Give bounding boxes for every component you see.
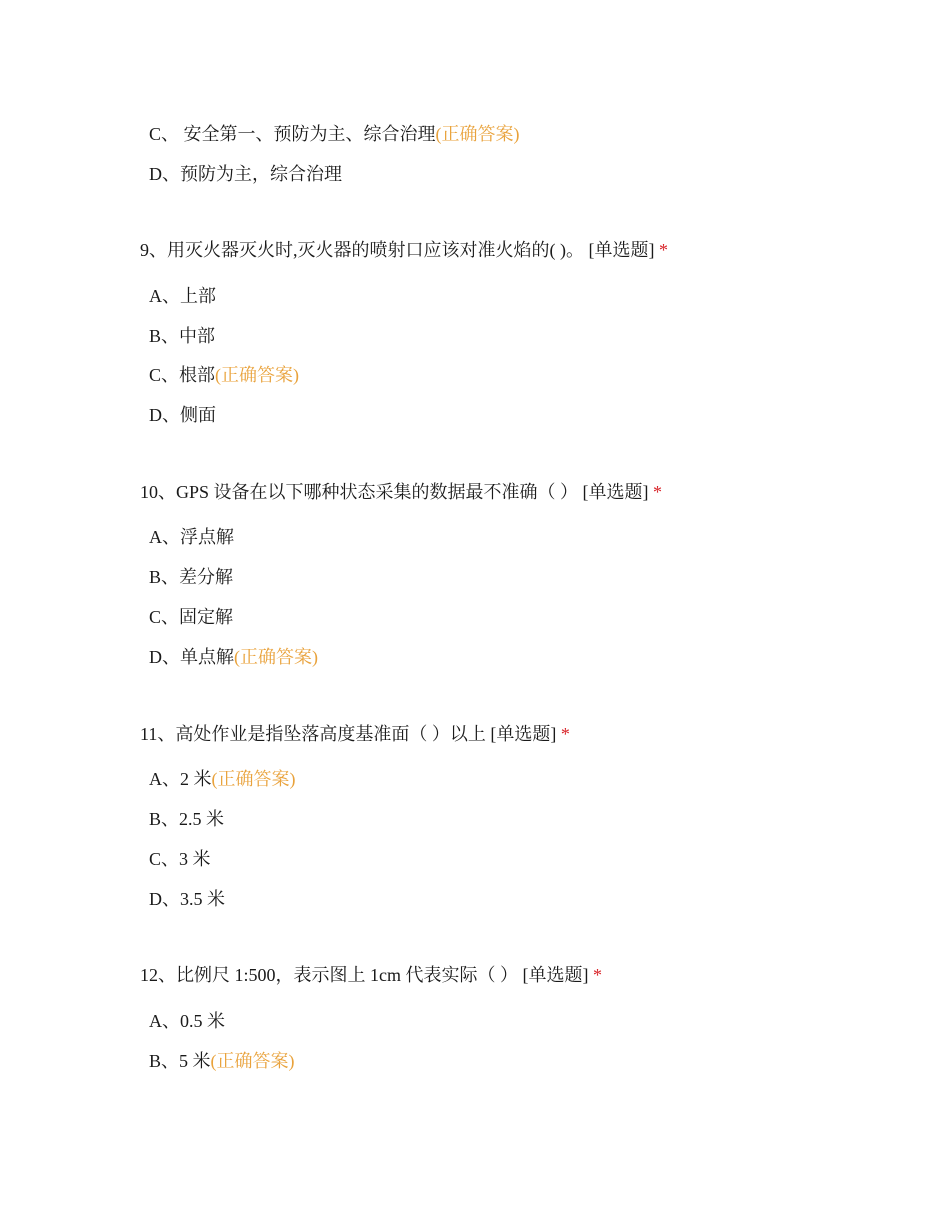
- correct-answer-tag: (正确答案): [234, 647, 318, 667]
- question-title: 9、用灭火器灭火时,灭火器的喷射口应该对准火焰的( )。 [单选题] *: [140, 240, 668, 260]
- required-mark: *: [658, 240, 668, 260]
- option-b: B、2.5 米: [149, 809, 225, 829]
- option-b: B、差分解: [149, 567, 234, 587]
- option-a: A、0.5 米: [149, 1011, 225, 1031]
- correct-answer-tag: (正确答案): [211, 769, 296, 789]
- option-c: C、固定解: [149, 607, 234, 627]
- option-d: D、3.5 米: [149, 889, 225, 909]
- correct-answer-tag: (正确答案): [215, 365, 300, 385]
- required-mark: *: [560, 724, 570, 744]
- correct-answer-tag: (正确答案): [210, 1051, 295, 1071]
- option-a: A、上部: [149, 286, 216, 306]
- option-b: B、5 米(正确答案): [149, 1051, 295, 1071]
- option-c: C、根部(正确答案): [149, 365, 300, 385]
- question-title: 11、高处作业是指坠落高度基准面（ ）以上 [单选题] *: [140, 724, 570, 744]
- required-mark: *: [653, 482, 663, 502]
- option-d: D、预防为主，综合治理: [149, 164, 342, 184]
- option-a: A、2 米(正确答案): [149, 769, 296, 789]
- question-title: 10、GPS 设备在以下哪种状态采集的数据最不准确（ ） [单选题] *: [140, 482, 663, 502]
- required-mark: *: [592, 965, 602, 985]
- correct-answer-tag: (正确答案): [435, 124, 520, 144]
- question-title: 12、比例尺 1:500，表示图上 1cm 代表实际（ ） [单选题] *: [140, 965, 602, 985]
- option-d: D、侧面: [149, 405, 216, 425]
- option-c: C、 安全第一、预防为主、综合治理(正确答案): [149, 124, 520, 144]
- option-a: A、浮点解: [149, 527, 234, 547]
- option-d: D、单点解(正确答案): [149, 647, 318, 667]
- option-c: C、3 米: [149, 849, 211, 869]
- option-b: B、中部: [149, 326, 216, 346]
